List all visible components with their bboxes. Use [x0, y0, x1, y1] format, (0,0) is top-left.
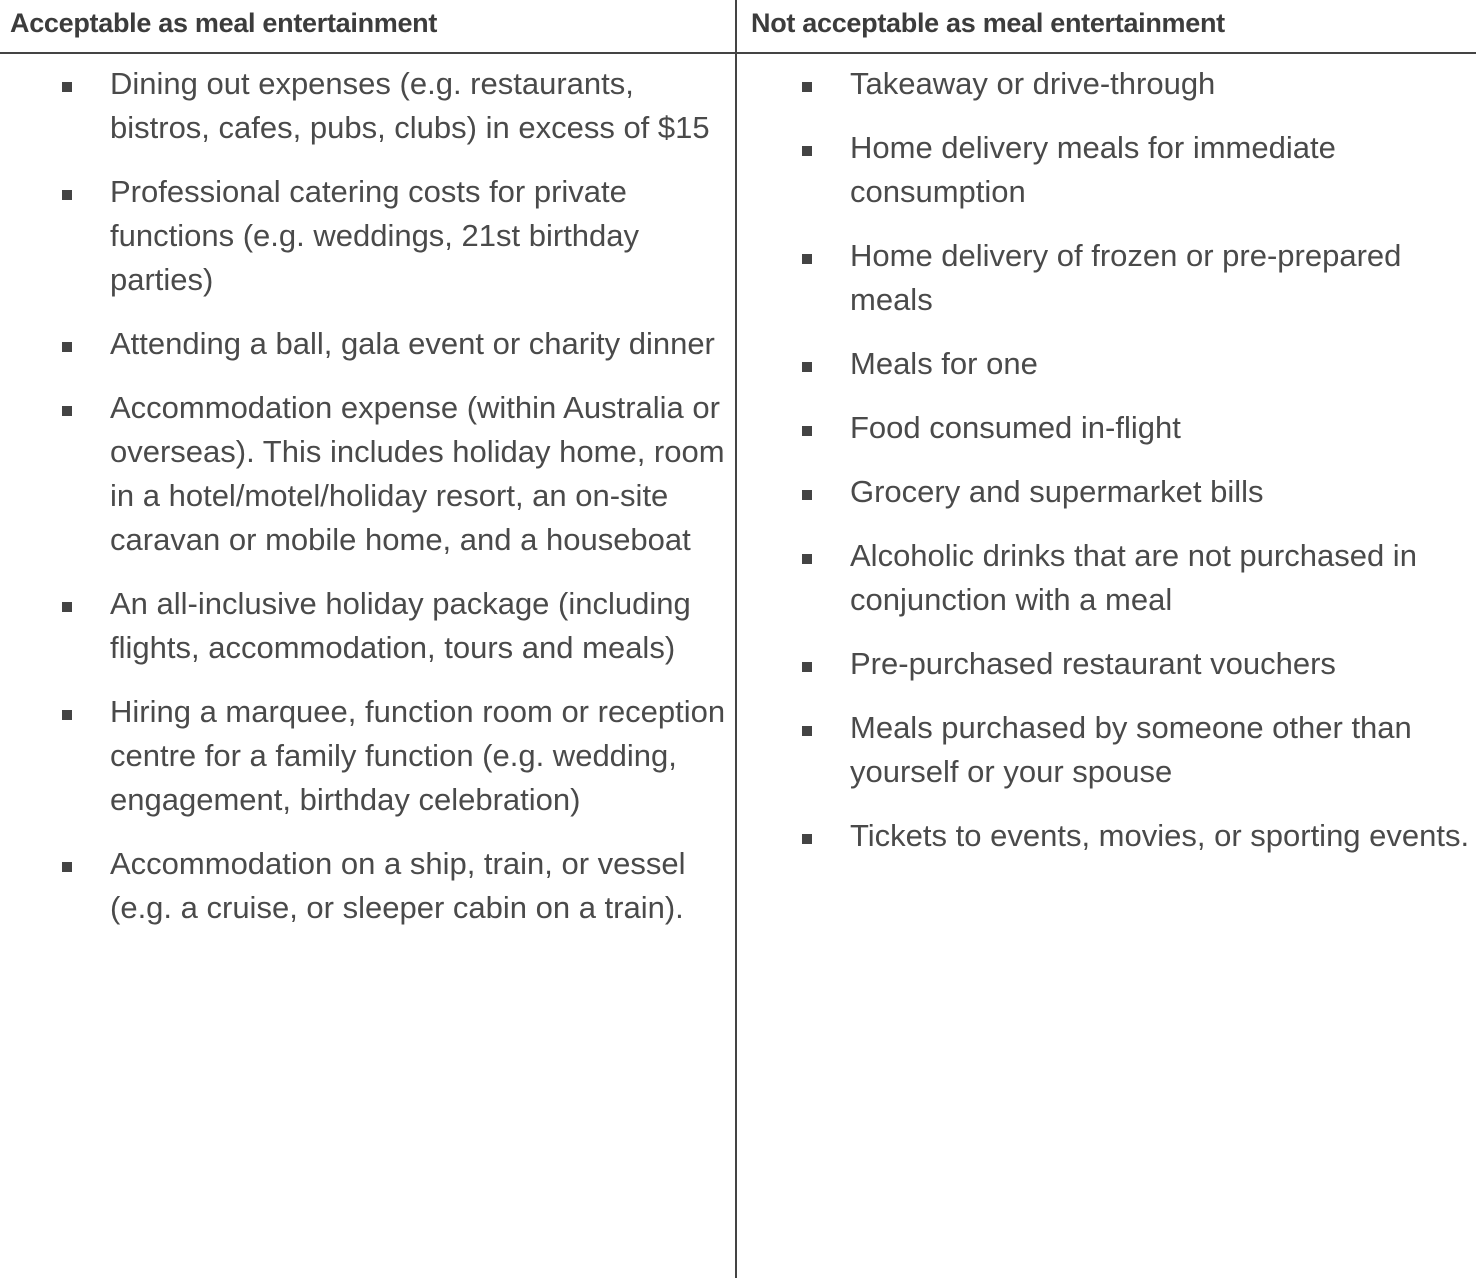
list-item: [62, 62, 730, 150]
square-bullet-icon: [62, 862, 72, 872]
square-bullet-icon: [802, 362, 812, 372]
list-item: [802, 406, 1470, 450]
square-bullet-icon: [62, 710, 72, 720]
list-item: [62, 690, 730, 822]
item-text: Dining out expenses (e.g. restaurants, bistros, cafes, pubs, clubs) in excess of $15: [110, 66, 710, 145]
square-bullet-icon: [62, 406, 72, 416]
square-bullet-icon: [62, 342, 72, 352]
list-item: [802, 234, 1470, 322]
square-bullet-icon: [802, 146, 812, 156]
list-item: [802, 706, 1470, 794]
square-bullet-icon: [802, 554, 812, 564]
list-item: [802, 642, 1470, 686]
item-text: Food consumed in-flight: [850, 410, 1181, 445]
list-item: [62, 842, 730, 930]
item-text: An all-inclusive holiday package (including flights, accommodation, tours and meals): [110, 586, 691, 665]
square-bullet-icon: [802, 254, 812, 264]
list-item: [62, 170, 730, 302]
square-bullet-icon: [802, 726, 812, 736]
square-bullet-icon: [62, 190, 72, 200]
item-text: Tickets to events, movies, or sporting events.: [850, 818, 1470, 853]
header-row: [0, 0, 1476, 54]
item-text: Alcoholic drinks that are not purchased in conjunction with a meal: [850, 538, 1417, 617]
list-item: [62, 582, 730, 670]
square-bullet-icon: [62, 602, 72, 612]
square-bullet-icon: [802, 834, 812, 844]
item-text: Accommodation on a ship, train, or vessel (e.g. a cruise, or sleeper cabin on a train).: [110, 846, 686, 925]
item-text: Meals for one: [850, 346, 1038, 381]
item-text: Hiring a marquee, function room or reception centre for a family function (e.g. wedding, engagement, birthday celebration): [110, 694, 726, 817]
square-bullet-icon: [802, 82, 812, 92]
list-item: [802, 534, 1470, 622]
square-bullet-icon: [802, 426, 812, 436]
item-text: Takeaway or drive-through: [850, 66, 1216, 101]
list-item: [62, 322, 730, 366]
list-item: [62, 386, 730, 562]
item-text: Home delivery meals for immediate consumption: [850, 130, 1336, 209]
header-acceptable: Acceptable as meal entertainment: [10, 8, 438, 38]
header-not-acceptable: Not acceptable as meal entertainment: [751, 8, 1225, 38]
list-item: [802, 342, 1470, 386]
item-text: Meals purchased by someone other than yourself or your spouse: [850, 710, 1412, 789]
item-text: Home delivery of frozen or pre-prepared meals: [850, 238, 1402, 317]
not-acceptable-list: [802, 62, 1470, 878]
square-bullet-icon: [802, 662, 812, 672]
list-item: [802, 62, 1470, 106]
square-bullet-icon: [802, 490, 812, 500]
item-text: Accommodation expense (within Australia or overseas). This includes holiday home, room in a hotel/motel/holiday resort, an on-site caravan or mobile home, and a houseboat: [110, 390, 725, 557]
list-item: [802, 126, 1470, 214]
list-item: [802, 814, 1470, 858]
item-text: Attending a ball, gala event or charity dinner: [110, 326, 715, 361]
item-text: Professional catering costs for private functions (e.g. weddings, 21st birthday parties): [110, 174, 640, 297]
column-divider: [735, 0, 737, 1278]
list-item: [802, 470, 1470, 514]
item-text: Grocery and supermarket bills: [850, 474, 1264, 509]
item-text: Pre-purchased restaurant vouchers: [850, 646, 1336, 681]
square-bullet-icon: [62, 82, 72, 92]
acceptable-list: [62, 62, 730, 950]
